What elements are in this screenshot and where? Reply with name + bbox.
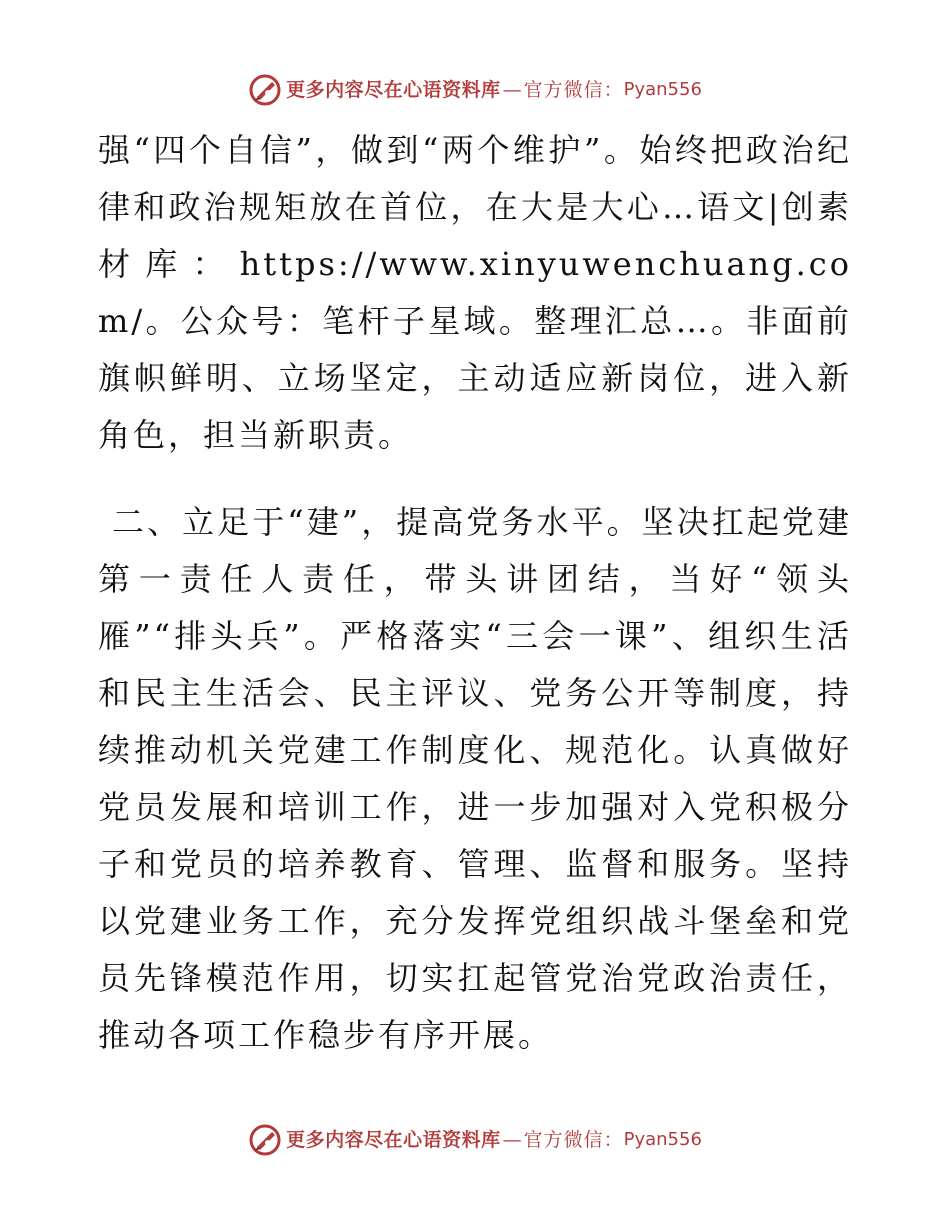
banner-main-text: 更多内容尽在心语资料库 — [286, 1128, 501, 1151]
brand-logo-icon — [248, 1123, 282, 1157]
paragraph-1: 强“四个自信”，做到“两个维护”。始终把政治纪律和政治规矩放在首位，在大是大心…语文|创素材库：https://www.xinyuwenchuang.com/。公众号：笔杆子星域。整理汇总…。非面前旗帜鲜明、立场坚定，主动适应新岗位，进入新角色，担当新职责。 — [98, 131, 852, 454]
banner-separator: — — [502, 78, 522, 101]
document-body — [98, 122, 852, 1064]
banner-official-id: Pyan556 — [623, 1129, 702, 1150]
banner-official-label: 官方微信： — [523, 1128, 624, 1151]
brand-logo-icon — [248, 73, 282, 107]
footer-watermark — [0, 1120, 950, 1160]
banner-separator: — — [502, 1128, 522, 1151]
banner-official-id: Pyan556 — [623, 79, 702, 100]
banner-main-text: 更多内容尽在心语资料库 — [286, 78, 501, 101]
paragraph-2: 二、立足于“建”，提高党务水平。坚决扛起党建第一责任人责任，带头讲团结，当好“领头雁”“排头兵”。严格落实“三会一课”、组织生活和民主生活会、民主评议、党务公开等制度，持续推动机关党建工作制度化、规范化。认真做好党员发展和培训工作，进一步加强对入党积极分子和党员的培养教育、管理、监督和服务。坚持以党建业务工作，充分发挥党组织战斗堡垒和党员先锋模范作用，切实扛起管党治党政治责任，推动各项工作稳步有序开展。 — [98, 503, 852, 1054]
banner-official-label: 官方微信： — [523, 78, 624, 101]
header-watermark — [0, 70, 950, 110]
